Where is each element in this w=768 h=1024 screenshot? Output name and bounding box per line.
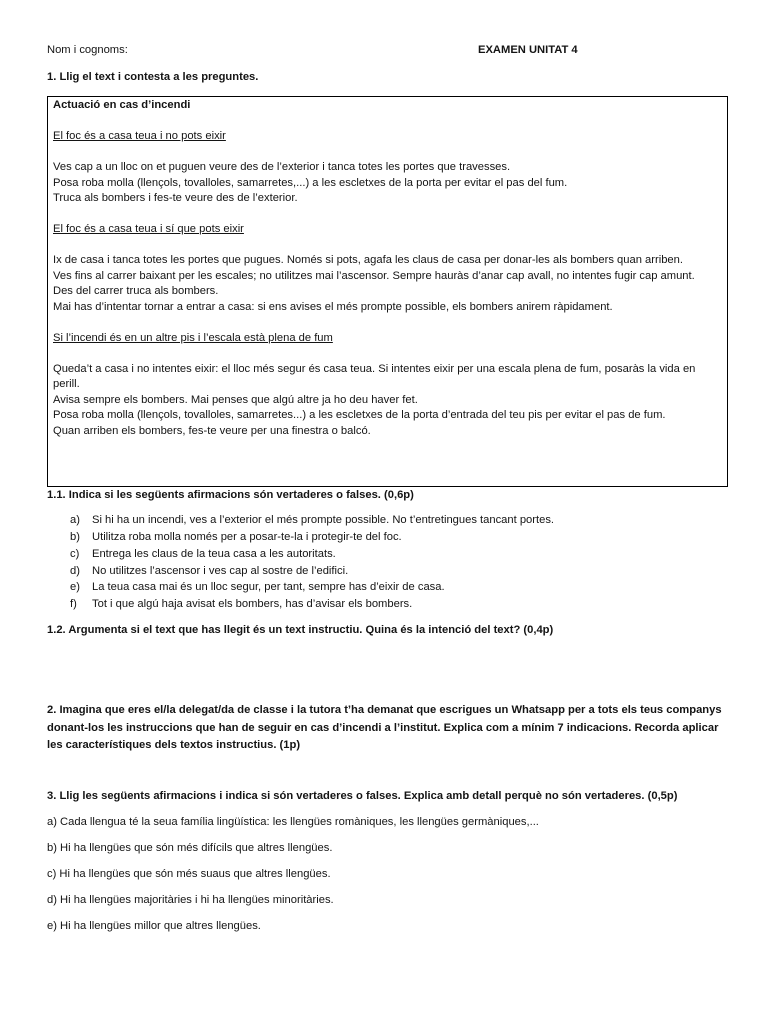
section-line: Posa roba molla (llençols, tovalloles, samarretes...) a les escletxes de la porta d’entrada del teu pis per evitar el pas de fum. [53, 409, 666, 421]
q1-2-title: 1.2. Argumenta si el text que has llegit és un text instructiu. Quina és la intenció del text? (0,4p) [47, 624, 554, 636]
q1-1-title: 1.1. Indica si les següents afirmacions són vertaderes o falses. (0,6p) [47, 489, 414, 501]
list-item: d) Hi ha llengües majoritàries i hi ha llengües minoritàries. [47, 894, 334, 906]
list-item [47, 546, 728, 563]
item-marker: e) [70, 581, 80, 594]
item-marker: d) [70, 564, 80, 577]
item-marker: c) [70, 547, 80, 560]
section-heading: Si l’incendi és en un altre pis i l’escala està plena de fum [53, 331, 333, 344]
q3-title: 3. Llig les següents afirmacions i indica si són vertaderes o falses. Explica amb detall perquè no són vertaderes. (0,5p) [47, 790, 678, 802]
q2-text: 2. Imagina que eres el/la delegat/da de classe i la tutora t’ha demanat que escrigues un Whatsapp per a tots els teus companys donant-los les instruccions que han de seguir en cas d’incendi a l’institut. Explica com a mínim 7 indicacions. Recorda aplicar les característiques dels textos instructius. (1p) [47, 704, 722, 751]
section-heading: El foc és a casa teua i sí que pots eixir [53, 223, 244, 235]
section-line: Mai has d’intentar tornar a entrar a casa: si ens avises el més prompte possible, els bombers anirem ràpidament. [53, 300, 613, 313]
reading-text-box [47, 96, 728, 487]
item-text: Tot i que algú haja avisat els bombers, has d’avisar els bombers. [92, 598, 413, 611]
item-text: Entrega les claus de la teua casa a les autoritats. [92, 547, 336, 560]
item-marker: f) [70, 598, 77, 611]
section-line: Posa roba molla (llençols, tovalloles, samarretes,...) a les escletxes de la porta per evitar el pas del fum. [53, 176, 568, 189]
item-text: No utilitzes l’ascensor i ves cap al sostre de l’edifici. [92, 564, 349, 577]
list-item [47, 513, 728, 530]
item-text: Utilitza roba molla només per a posar-te-la i protegir-te del foc. [92, 530, 402, 543]
section-line: Quan arriben els bombers, fes-te veure per una finestra o balcó. [53, 424, 371, 437]
list-item [47, 580, 728, 597]
section-line: Ix de casa i tanca totes les portes que pugues. Només si pots, agafa les claus de casa per donar-les als bombers quan arriben. [53, 254, 683, 266]
list-item [47, 563, 728, 580]
reading-title: Actuació en cas d’incendi [53, 99, 191, 111]
list-item: b) Hi ha llengües que són més difícils que altres llengües. [47, 842, 333, 854]
list-item [47, 596, 728, 613]
name-label: Nom i cognoms: [47, 44, 128, 56]
section-line: Queda’t a casa i no intentes eixir: el lloc més segur és casa teua. Si intentes eixir per una escala plena de fum, posaràs la vida en perill. [53, 362, 696, 390]
item-marker: b) [70, 530, 80, 543]
item-text: La teua casa mai és un lloc segur, per tant, sempre has d’eixir de casa. [92, 581, 445, 594]
true-false-list [47, 513, 728, 614]
section-line: Des del carrer truca als bombers. [53, 285, 219, 297]
section-line: Ves fins al carrer baixant per les escales; no utilitzes mai l’ascensor. Sempre hauràs d’anar cap avall, no intentes fugir cap amunt. [53, 269, 695, 282]
item-marker: a) [70, 514, 80, 527]
section-line: Ves cap a un lloc on et puguen veure des de l’exterior i tanca totes les portes que travesses. [53, 161, 511, 173]
q1-title: 1. Llig el text i contesta a les preguntes. [47, 71, 259, 83]
list-item: a) Cada llengua té la seua família lingüística: les llengües romàniques, les llengües germàniques,... [47, 816, 539, 828]
list-item: e) Hi ha llengües millor que altres llengües. [47, 920, 261, 932]
list-item: c) Hi ha llengües que són més suaus que altres llengües. [47, 868, 331, 880]
section-heading: El foc és a casa teua i no pots eixir [53, 130, 226, 142]
list-item [47, 529, 728, 546]
exam-title: EXAMEN UNITAT 4 [478, 44, 578, 56]
section-line: Truca als bombers i fes-te veure des de l’exterior. [53, 192, 298, 204]
item-text: Si hi ha un incendi, ves a l’exterior el més prompte possible. No t’entretingues tancant portes. [92, 514, 555, 527]
section-line: Avisa sempre els bombers. Mai penses que algú altre ja ho deu haver fet. [53, 393, 418, 406]
